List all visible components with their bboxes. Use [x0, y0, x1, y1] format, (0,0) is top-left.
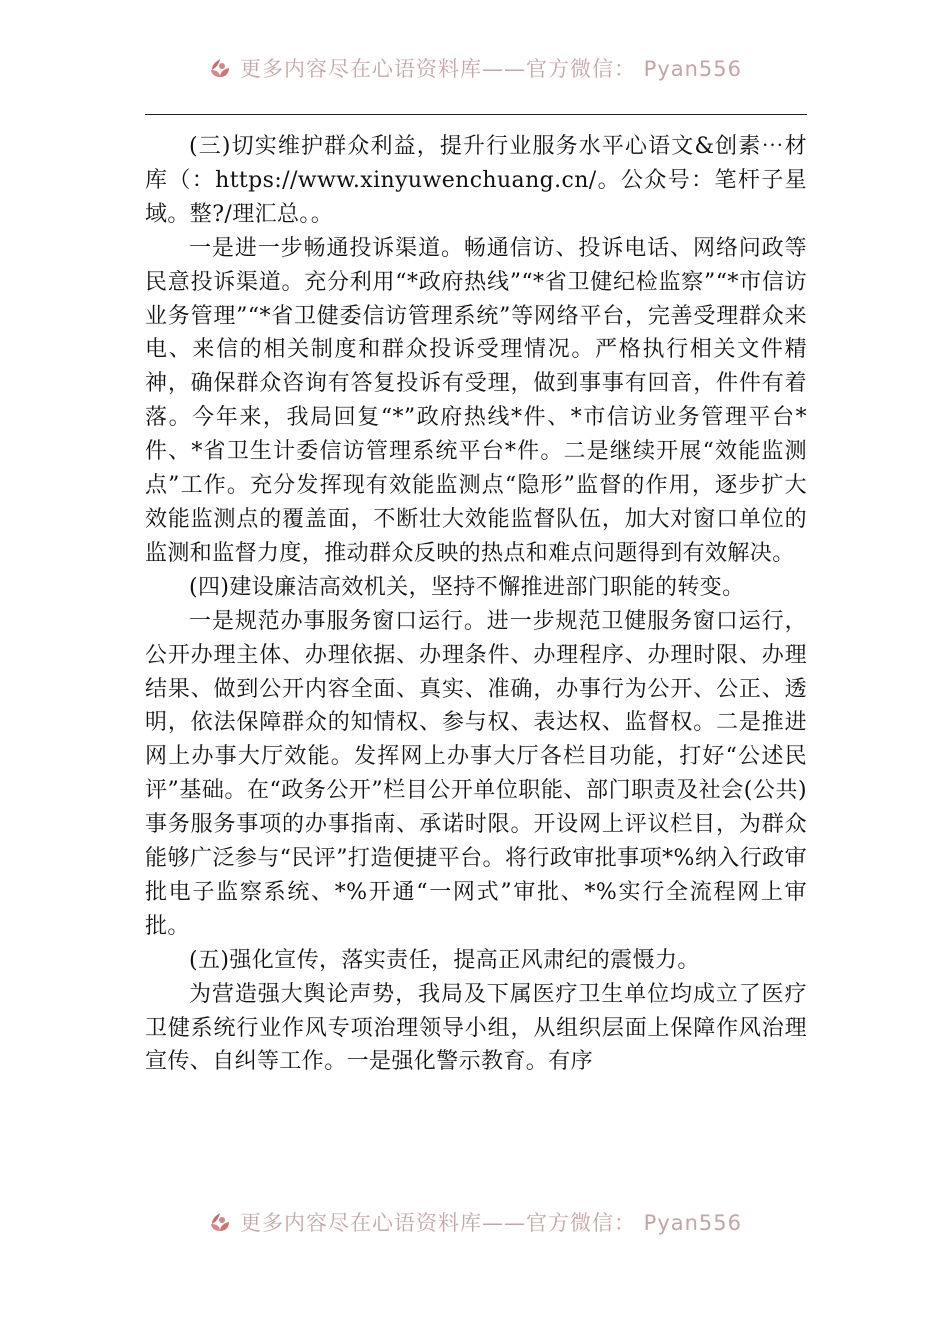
- header-divider: [145, 114, 807, 115]
- paragraph-section-4-heading: (四)建设廉洁高效机关，坚持不懈推进部门职能的转变。: [189, 574, 745, 600]
- paragraph-section-5-heading: (五)强化宣传，落实责任，提高正风肃纪的震慑力。: [189, 947, 700, 973]
- paragraph-section-3-body: 一是进一步畅通投诉渠道。畅通信访、投诉电话、网络问政等民意投诉渠道。充分利用“*政府热线”“*省卫健纪检监察”“*市信访业务管理”“*省卫健委信访管理系统”等网络平台，完善受理群众来电、来信的相关制度和群众投诉受理情况。严格执行相关文件精神，确保群众咨询有答复投诉有受理，做到事事有回音，件件有着落。今年来，我局回复“*”政府热线*件、*市信访业务管理平台*件、*省卫生计委信访管理系统平台*件。二是继续开展“效能监测点”工作。充分发挥现有效能监测点“隐形”监督的作用，逐步扩大效能监测点的覆盖面，不断壮大效能监督队伍，加大对窗口单位的监测和监督力度，推动群众反映的热点和难点问题得到有效解决。: [145, 235, 807, 566]
- header-watermark: [0, 48, 950, 88]
- document-body: [145, 130, 807, 1079]
- paragraph-section-4-body: 一是规范办事服务窗口运行。进一步规范卫健服务窗口运行，公开办理主体、办理依据、办理条件、办理程序、办理时限、办理结果、做到公开内容全面、真实、准确，办事行为公开、公正、透明，依法保障群众的知情权、参与权、表达权、监督权。二是推进网上办事大厅效能。发挥网上办事大厅各栏目功能，打好“公述民评”基础。在“政务公开”栏目公开单位职能、部门职责及社会(公共)事务服务事项的办事指南、承诺时限。开设网上评议栏目，为群众能够广泛参与“民评”打造便捷平台。将行政审批事项*%纳入行政审批电子监察系统、*%开通“一网式”审批、*%实行全流程网上审批。: [145, 608, 807, 939]
- lotus-logo-icon: [208, 1210, 232, 1234]
- footer-watermark: [0, 1202, 950, 1242]
- lotus-logo-icon: [208, 56, 232, 80]
- watermark-text: 更多内容尽在心语资料库——官方微信： Pyan556: [239, 1211, 743, 1235]
- watermark-text: 更多内容尽在心语资料库——官方微信： Pyan556: [239, 57, 743, 81]
- paragraph-section-5-body: 为营造强大舆论声势，我局及下属医疗卫生单位均成立了医疗卫健系统行业作风专项治理领导小组，从组织层面上保障作风治理宣传、自纠等工作。一是强化警示教育。有序: [145, 981, 807, 1075]
- paragraph-section-3-heading: (三)切实维护群众利益，提升行业服务水平心语文&创素⋯材库（：https://www.xinyuwenchuang.cn/。公众号：笔杆子星域。整?/理汇总。。: [145, 134, 807, 227]
